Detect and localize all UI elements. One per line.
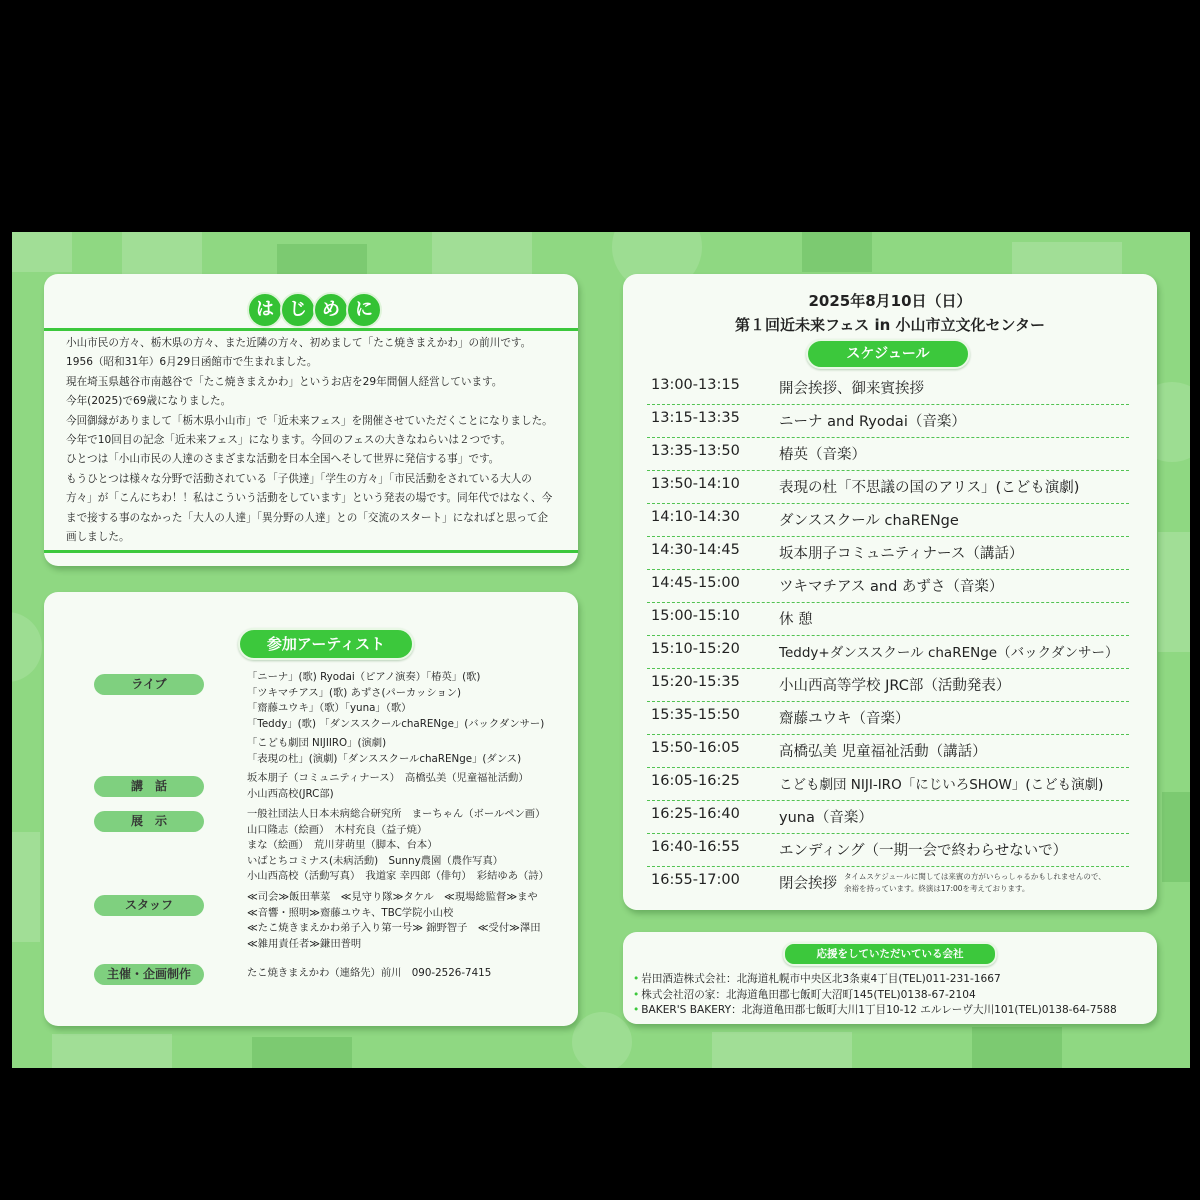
artist-line: たこ焼きまえかわ（連絡先）前川 090-2526-7415	[247, 967, 492, 979]
schedule-row	[647, 668, 1129, 702]
artist-line: 山口隆志（絵画） 木村充良（益子焼）	[247, 823, 428, 836]
sponsors-list	[633, 972, 1117, 1019]
intro-paragraph: 今年で10回目の記念「近未来フェス」になります。今回のフェスの大きなねらいは２つです。	[66, 434, 512, 447]
schedule-time: 14:10-14:30	[651, 509, 740, 525]
artist-line: 小山西高校（活動写真） 我道家 幸四郎（俳句） 彩結ゆあ（詩）	[247, 870, 549, 882]
intro-paragraph: 小山市民の方々、栃木県の方々、また近隣の方々、初めまして「たこ焼きまえかわ」の前川です。	[66, 337, 532, 349]
schedule-desc: Teddy+ダンススクール chaRENge（バックダンサー）	[779, 645, 1119, 661]
schedule-row	[647, 437, 1129, 471]
sponsor-text: BAKER'S BAKERY：北海道亀田郡七飯町大川1丁目10-12 エルレーヴ大川101(TEL)0138-64-7588	[641, 1004, 1117, 1016]
schedule-time: 13:35-13:50	[651, 443, 740, 459]
bg-circle	[572, 1012, 632, 1068]
category-staff-text	[247, 890, 597, 952]
sponsor-item	[633, 1003, 1117, 1019]
schedule-time: 16:25-16:40	[651, 806, 740, 822]
bg-square	[432, 232, 532, 277]
schedule-row	[647, 866, 1129, 899]
category-talk-text	[247, 771, 597, 802]
category-live-text	[247, 670, 597, 767]
bg-square	[972, 1027, 1062, 1068]
schedule-time: 15:35-15:50	[651, 707, 740, 723]
category-organizer: 主催・企画制作	[94, 964, 204, 985]
schedule-row	[647, 503, 1129, 537]
artists-panel	[44, 592, 578, 1026]
sponsor-text: 株式会社沼の家：北海道亀田郡七飯町大沼町145(TEL)0138-67-2104	[641, 988, 976, 1001]
bg-square	[12, 232, 72, 272]
schedule-row	[647, 470, 1129, 504]
artist-line: 「表現の杜」(演劇)「ダンススクールchaRENge」(ダンス)	[247, 752, 522, 765]
artist-line: 「こども劇団 NIJIIRO」(演劇)	[247, 737, 387, 749]
intro-paragraph: ひとつは「小山市民の人達のさまざまな活動を日本全国へそして世界に発信する事」です。	[66, 453, 500, 466]
intro-paragraph: 画しました。	[66, 531, 130, 544]
intro-paragraph: もうひとつは様々な分野で活動されている「子供達」「学生の方々」「市民活動をされている大人の	[66, 472, 532, 485]
schedule-time: 13:15-13:35	[651, 410, 740, 426]
schedule-panel	[623, 274, 1157, 910]
schedule-desc: 休 憩	[779, 612, 813, 628]
intro-paragraph: 現在埼玉県越谷市南越谷で「たこ焼きまえかわ」というお店を29年間個人経営しています。	[66, 375, 503, 388]
bg-square	[52, 1034, 172, 1068]
schedule-desc: 坂本朋子コミュニティナース（講話）	[779, 546, 1024, 562]
schedule-time: 14:30-14:45	[651, 542, 740, 558]
schedule-row	[647, 602, 1129, 636]
schedule-row	[647, 833, 1129, 867]
bg-square	[802, 232, 872, 272]
intro-title-char: め	[313, 292, 349, 328]
category-staff: スタッフ	[94, 895, 204, 916]
schedule-title: スケジュール	[806, 339, 970, 369]
schedule-time: 13:00-13:15	[651, 377, 740, 393]
intro-panel	[44, 274, 578, 566]
intro-title-char: に	[346, 292, 382, 328]
bg-square	[252, 1037, 352, 1068]
intro-body	[66, 334, 562, 547]
schedule-desc: ダンススクール chaRENge	[779, 513, 959, 529]
intro-paragraph: 1956（昭和31年）6月29日函館市で生まれました。	[66, 356, 318, 369]
artist-line: 「ニーナ」(歌) Ryodai（ピアノ演奏）「椿英」(歌)	[247, 671, 481, 683]
intro-bottom-rule	[44, 550, 578, 553]
bullet-icon: •	[633, 973, 640, 985]
bullet-icon: •	[633, 988, 640, 1001]
intro-paragraph: 今回御縁がありまして「栃木県小山市」で「近未来フェス」を開催させていただくことになりました。	[66, 414, 553, 427]
schedule-desc: 閉会挨拶	[779, 876, 837, 892]
artist-line: ≪司会≫飯田華菜 ≪見守り隊≫タケル ≪現場総監督≫まや	[247, 891, 538, 903]
bg-square	[712, 1032, 852, 1068]
artist-line: 小山西高校(JRC部)	[247, 787, 334, 800]
sponsors-title: 応援をしていただいている会社	[783, 942, 997, 966]
artist-line: ≪雑用責任者≫鎌田普明	[247, 937, 362, 950]
schedule-time: 15:50-16:05	[651, 740, 740, 756]
artist-line: まな（絵画） 荒川芽萌里（脚本、台本）	[247, 839, 438, 851]
schedule-desc: 表現の杜「不思議の国のアリス」(こども演劇)	[779, 480, 1080, 496]
category-talk: 講 話	[94, 776, 204, 797]
schedule-time: 15:00-15:10	[651, 608, 740, 624]
artist-line: ≪音響・照明≫齋藤ユウキ、TBC学院小山校	[247, 906, 454, 919]
sponsor-item	[633, 988, 1117, 1004]
artist-line: 一般社団法人日本未病総合研究所 まーちゃん（ボールペン画）	[247, 808, 546, 820]
intro-title-char: は	[247, 292, 283, 328]
schedule-note	[844, 871, 1106, 895]
schedule-row	[647, 701, 1129, 735]
schedule-row	[647, 635, 1129, 669]
schedule-time: 15:20-15:35	[651, 674, 740, 690]
schedule-desc: エンディング（一期一会で終わらせないで）	[779, 843, 1068, 859]
artist-line: いばとちコミナス(未病活動) Sunny農園（農作写真）	[247, 854, 504, 867]
schedule-time: 13:50-14:10	[651, 476, 740, 492]
schedule-desc: 高橋弘美 児童福祉活動（講話）	[779, 744, 987, 760]
intro-title-char: じ	[280, 292, 316, 328]
schedule-time: 16:40-16:55	[651, 839, 740, 855]
schedule-row	[647, 371, 1129, 405]
schedule-note-line: タイムスケジュールに関しては来賓の方がいらっしゃるかもしれませんので、	[844, 872, 1106, 881]
artist-line: 「ツキマチアス」(歌) あずさ(パーカッション)	[247, 686, 462, 699]
sponsor-item	[633, 972, 1117, 988]
bg-circle	[12, 612, 42, 682]
bg-square	[1162, 792, 1190, 882]
schedule-desc: 小山西高等学校 JRC部（活動発表）	[779, 678, 1011, 694]
artist-line: ≪たこ焼きまえかわ弟子入り第一号≫ 錦野智子 ≪受付≫澤田	[247, 922, 541, 934]
category-organizer-text	[247, 966, 597, 982]
artists-title: 参加アーティスト	[238, 628, 414, 660]
intro-paragraph: 今年(2025)で69歳になりました。	[66, 395, 232, 408]
artist-line: 坂本朋子（コミュニティナース） 高橋弘美（児童福祉活動）	[247, 772, 529, 784]
schedule-row	[647, 800, 1129, 834]
category-live: ライブ	[94, 674, 204, 695]
schedule-time: 16:05-16:25	[651, 773, 740, 789]
event-date: 2025年8月10日（日）	[808, 292, 972, 310]
schedule-time: 14:45-15:00	[651, 575, 740, 591]
sponsor-text: 岩田酒造株式会社：北海道札幌市中央区北3条東4丁目(TEL)011-231-1667	[641, 973, 1001, 985]
schedule-row	[647, 536, 1129, 570]
schedule-desc: ニーナ and Ryodai（音楽）	[779, 414, 966, 430]
category-exhibit: 展 示	[94, 811, 204, 832]
schedule-desc: 開会挨拶、御来賓挨拶	[779, 381, 924, 397]
category-exhibit-text	[247, 807, 597, 885]
intro-top-rule	[44, 328, 578, 331]
schedule-desc: 椿英（音楽）	[779, 447, 866, 463]
bg-square	[1158, 532, 1190, 652]
event-name: 第１回近未来フェス in 小山市立文化センター	[735, 316, 1045, 334]
schedule-row	[647, 734, 1129, 768]
artist-line: 「齋藤ユウキ」（歌）「yuna」（歌）	[247, 702, 412, 714]
schedule-desc: 齋藤ユウキ（音楽）	[779, 711, 910, 727]
schedule-desc: yuna（音楽）	[779, 810, 873, 826]
schedule-row	[647, 569, 1129, 603]
schedule-time: 16:55-17:00	[651, 872, 740, 888]
schedule-row	[647, 404, 1129, 438]
schedule-note-line: 余裕を持っています。終演は17:00を考えております。	[844, 884, 1030, 893]
bullet-icon: •	[633, 1004, 640, 1016]
flyer	[12, 232, 1190, 1068]
intro-paragraph: まで接する事のなかった「大人の人達」「異分野の人達」との「交流のスタート」になればと思って企	[66, 511, 549, 524]
intro-paragraph: 方々」が「こんにちわ！！私はこういう活動をしています」という発表の場です。同年代ではなく、今	[66, 492, 553, 505]
schedule-time: 15:10-15:20	[651, 641, 740, 657]
schedule-desc: こども劇団 NIJI-IRO「にじいろSHOW」(こども演劇)	[779, 777, 1104, 793]
schedule-row	[647, 767, 1129, 801]
artist-line: 「Teddy」(歌) 「ダンススクールchaRENge」(バックダンサー)	[247, 717, 545, 730]
bg-square	[12, 832, 40, 942]
sponsors-panel	[623, 932, 1157, 1024]
schedule-desc: ツキマチアス and あずさ（音楽）	[779, 579, 1004, 595]
